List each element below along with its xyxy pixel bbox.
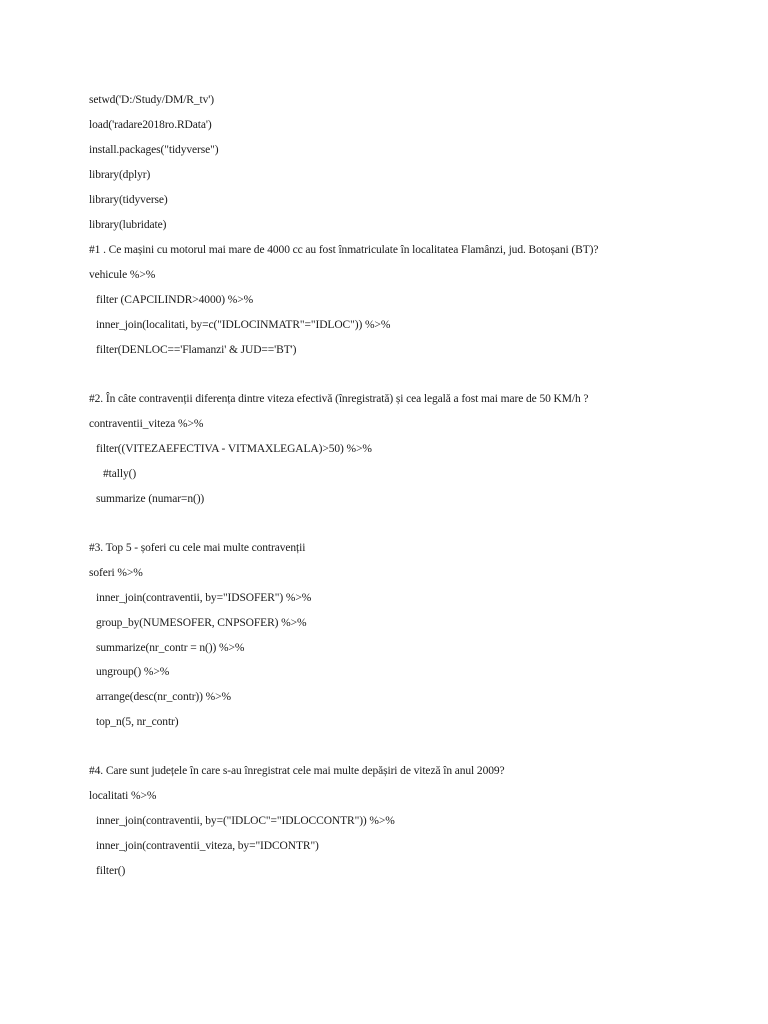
code-line: group_by(NUMESOFER, CNPSOFER) %>% bbox=[96, 617, 307, 629]
code-line: inner_join(contraventii, by="IDSOFER") %>% bbox=[96, 592, 312, 604]
code-line: ungroup() %>% bbox=[96, 666, 170, 678]
code-line: inner_join(contraventii_viteza, by="IDCONTR") bbox=[96, 840, 319, 852]
code-line: filter (CAPCILINDR>4000) %>% bbox=[96, 294, 254, 306]
code-line: summarize (numar=n()) bbox=[96, 493, 205, 505]
code-line-setwd: setwd('D:/Study/DM/R_tv') bbox=[89, 94, 214, 106]
code-line: contraventii_viteza %>% bbox=[89, 418, 204, 430]
code-line: arrange(desc(nr_contr)) %>% bbox=[96, 691, 232, 703]
code-line: filter() bbox=[96, 865, 126, 877]
code-line-library-lubridate: library(lubridate) bbox=[89, 219, 167, 231]
code-comment-line: #tally() bbox=[103, 468, 137, 480]
question-3: #3. Top 5 - șoferi cu cele mai multe contravenții bbox=[89, 542, 306, 554]
code-line-install: install.packages("tidyverse") bbox=[89, 144, 219, 156]
question-1: #1 . Ce mașini cu motorul mai mare de 4000 cc au fost înmatriculate în localitatea Flamânzi, jud. Botoșani (BT)? bbox=[89, 244, 599, 256]
code-line: filter((VITEZAEFECTIVA - VITMAXLEGALA)>50) %>% bbox=[96, 443, 372, 455]
code-line: summarize(nr_contr = n()) %>% bbox=[96, 642, 245, 654]
code-line: inner_join(contraventii, by=("IDLOC"="IDLOCCONTR")) %>% bbox=[96, 815, 395, 827]
code-line: localitati %>% bbox=[89, 790, 157, 802]
code-line: soferi %>% bbox=[89, 567, 143, 579]
code-line-library-tidyverse: library(tidyverse) bbox=[89, 194, 168, 206]
code-line: top_n(5, nr_contr) bbox=[96, 716, 179, 728]
code-line: vehicule %>% bbox=[89, 269, 156, 281]
code-line-load: load('radare2018ro.RData') bbox=[89, 119, 212, 131]
question-4: #4. Care sunt județele în care s-au înregistrat cele mai multe depășiri de viteză în anul 2009? bbox=[89, 765, 505, 777]
question-2: #2. În câte contravenții diferența dintre viteza efectivă (înregistrată) și cea legală a fost mai mare de 50 KM/h ? bbox=[89, 393, 589, 405]
code-line-library-dplyr: library(dplyr) bbox=[89, 169, 151, 181]
code-line: inner_join(localitati, by=c("IDLOCINMATR"="IDLOC")) %>% bbox=[96, 319, 391, 331]
code-line: filter(DENLOC=='Flamanzi' & JUD=='BT') bbox=[96, 344, 297, 356]
